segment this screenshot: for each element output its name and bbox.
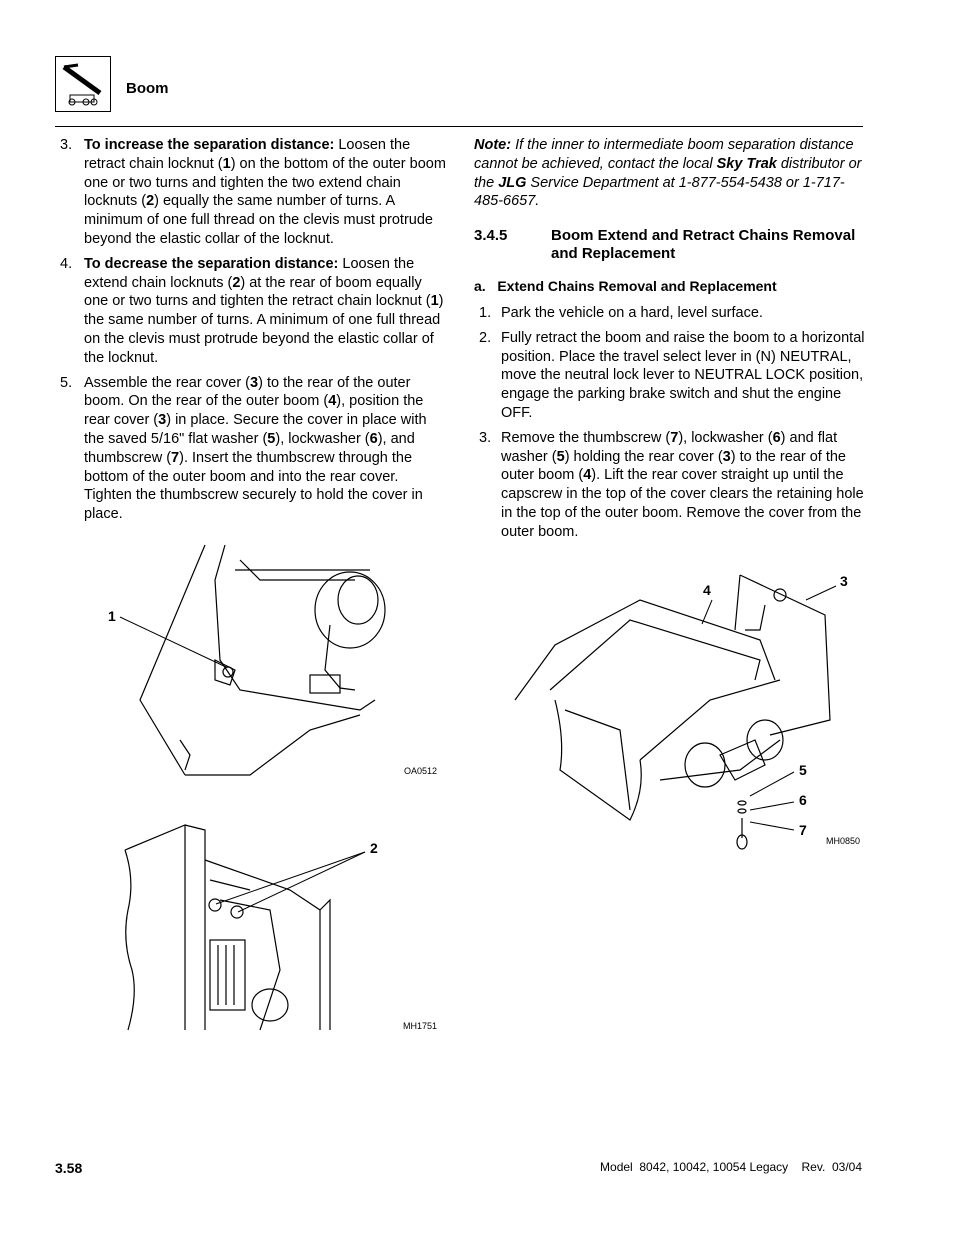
figure-code: MH0850 (826, 836, 861, 846)
leader-line-1 (118, 615, 238, 675)
header-divider (55, 126, 863, 127)
leader-line-4 (698, 598, 718, 628)
section-heading: 3.4.5 Boom Extend and Retract Chains Removal and Replacement (474, 227, 856, 263)
list-item: 3. Remove the thumbscrew (7), lockwasher (6) and flat washer (5) holding the rear cover (3) to the rear of the outer boom (4). Lift the rear cover straight up until the capscrew in the top of the cover clears the retaining hole in the top of the outer boom. Remove the cover from the outer boom. (479, 429, 864, 540)
callout-5: 5 (799, 762, 807, 778)
callout-1: 1 (108, 608, 116, 624)
telehandler-logo-icon (55, 56, 111, 112)
callout-4: 4 (703, 582, 711, 598)
leader-line-5 (748, 770, 798, 800)
callout-6: 6 (799, 792, 807, 808)
subheading: a. Extend Chains Removal and Replacement (474, 278, 777, 295)
section-number: 3.4.5 (474, 227, 508, 245)
figure-locknuts-2 (120, 820, 450, 1035)
leader-lines-2 (210, 848, 370, 918)
callout-7: 7 (799, 822, 807, 838)
callout-3: 3 (840, 573, 848, 589)
model-info: Model 8042, 10042, 10054 Legacy Rev. 03/04 (600, 1160, 862, 1174)
page-number: 3.58 (55, 1160, 83, 1176)
list-item: 4. To decrease the separation distance: Loosen the extend chain locknuts (2) at the rear of boom equally one or two turns and tighten the retract chain locknut (1) the same number of turns. A minimum of one full thread on the clevis must protrude beyond the elastic collar of the locknut. (60, 255, 444, 366)
figure-locknut-1 (100, 540, 450, 780)
list-item: 1. Park the vehicle on a hard, level surface. (479, 304, 763, 321)
leader-line-3 (804, 584, 840, 604)
figure-code: OA0512 (404, 766, 438, 776)
list-item: 3. To increase the separation distance: Loosen the retract chain locknut (1) on the bottom of the outer boom one or two turns and tighten the two extend chain locknuts (2) equally the same number of turns. A minimum of one full thread on the clevis must protrude beyond the elastic collar of the locknut. (60, 137, 446, 247)
figure-3-illustration (510, 570, 865, 855)
left-column (55, 136, 447, 530)
leader-line-6 (748, 800, 798, 814)
right-column (474, 136, 866, 548)
section-title: Boom (126, 80, 169, 97)
callout-2: 2 (370, 840, 378, 856)
list-item: 2. Fully retract the boom and raise the boom to a horizontal position. Place the travel select lever in (N) NEUTRAL, move the neutral lock lever to NEUTRAL LOCK position, engage the parking brake switch and shut the engine OFF. (479, 329, 865, 421)
figure-rear-cover (510, 570, 865, 855)
list-item: 5. Assemble the rear cover (3) to the rear of the outer boom. On the rear of the outer boom (4), position the rear cover (3) in place. Secure the cover in place with the saved 5/16" flat washer (5), lockwasher (6), and thumbscrew (7). Insert the thumbscrew through the bottom of the outer boom and into the rear cover. Tighten the thumbscrew securely to hold the cover in place. (60, 374, 427, 523)
note-paragraph: Note: If the inner to intermediate boom separation distance cannot be achieved, contact the local Sky Trak distributor or the JLG Service Department at 1-877-554-5438 or 1-717-485-6657. (474, 137, 862, 210)
leader-line-7 (748, 820, 798, 834)
figure-code: MH1751 (403, 1021, 438, 1031)
